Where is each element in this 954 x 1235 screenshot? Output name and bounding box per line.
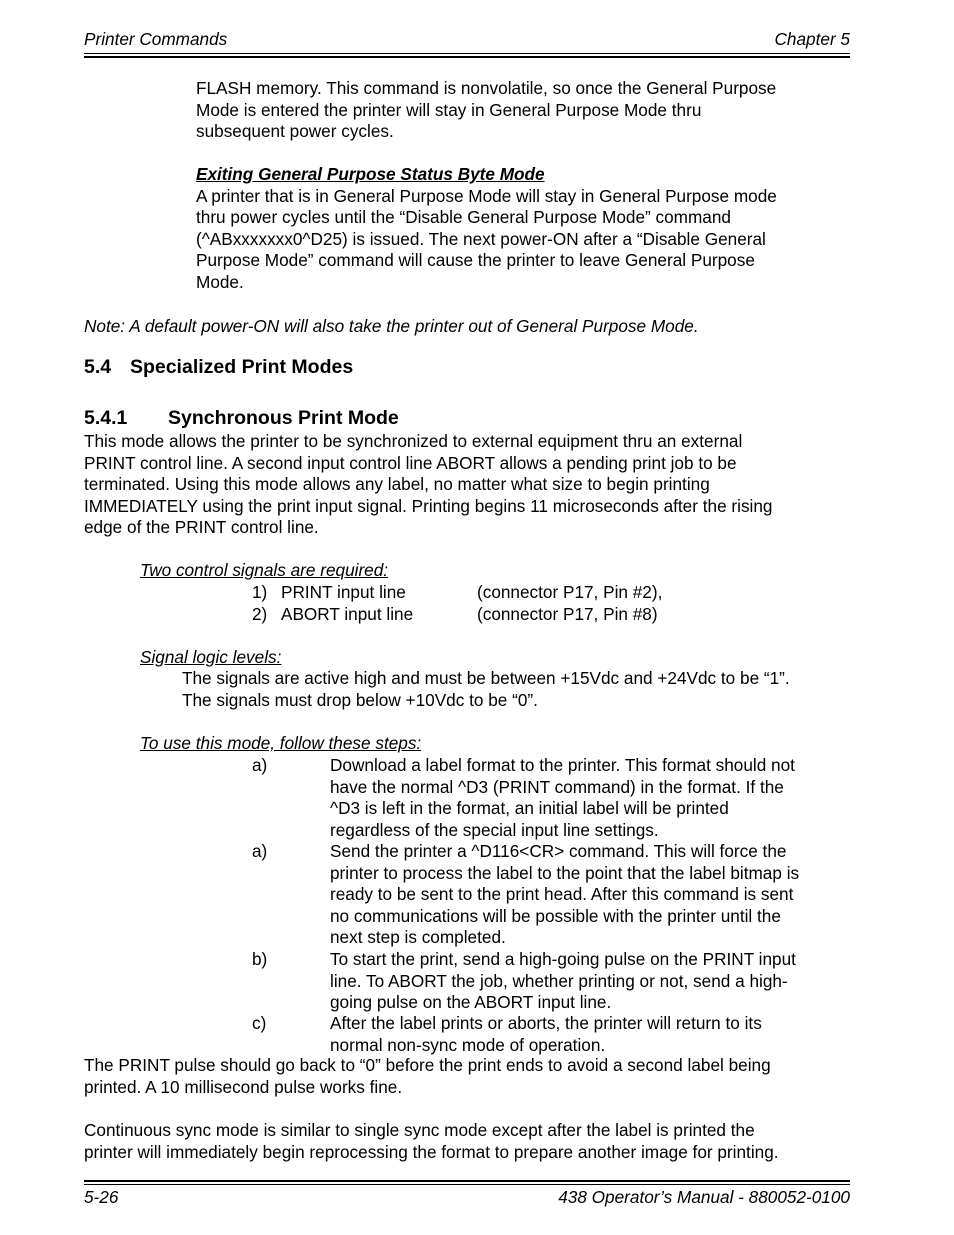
step-text xyxy=(330,755,795,841)
step-text xyxy=(330,841,799,949)
steps-heading: To use this mode, follow these steps: xyxy=(140,733,422,753)
subsection-number: 5.4.1 xyxy=(84,407,128,429)
text-line: IMMEDIATELY using the print input signal. Printing begins 11 microseconds after the rising xyxy=(84,495,773,516)
text-line: terminated. Using this mode allows any label, no matter what size to begin printing xyxy=(84,474,710,495)
signal-connector: (connector P17, Pin #8) xyxy=(477,604,658,624)
signals-heading: Two control signals are required: xyxy=(140,560,389,580)
text-line: Mode is entered the printer will stay in General Purpose Mode thru xyxy=(196,99,702,120)
text-line: PRINT control line. A second input control line ABORT allows a pending print job to be xyxy=(84,452,737,473)
signal-num: 2) xyxy=(252,604,268,624)
text-line: subsequent power cycles. xyxy=(196,121,394,142)
step-text xyxy=(330,949,796,1014)
text-line: Send the printer a ^D116<CR> command. This will force the xyxy=(330,841,787,861)
text-line: The signals are active high and must be between +15Vdc and +24Vdc to be “1”. xyxy=(182,668,790,688)
text-line: normal non-sync mode of operation. xyxy=(330,1034,606,1055)
text-line: Purpose Mode” command will cause the printer to leave General Purpose xyxy=(196,250,755,271)
step-label: b) xyxy=(252,949,268,969)
note: Note: A default power-ON will also take the printer out of General Purpose Mode. xyxy=(84,316,699,336)
signal-num: 1) xyxy=(252,582,268,602)
text-line: To start the print, send a high-going pulse on the PRINT input xyxy=(330,949,796,969)
step-label: c) xyxy=(252,1013,267,1033)
header-rule xyxy=(84,53,850,54)
signal-connector: (connector P17, Pin #2), xyxy=(477,582,663,602)
text-line: printed. A 10 millisecond pulse works fine. xyxy=(84,1076,403,1097)
footer-page-number: 5-26 xyxy=(84,1187,119,1207)
intro-paragraph xyxy=(84,431,772,539)
header-left: Printer Commands xyxy=(84,29,228,49)
pulse-paragraph xyxy=(84,1055,771,1098)
text-line: line. To ABORT the job, whether printing or not, send a high- xyxy=(330,970,788,991)
text-line: The PRINT pulse should go back to “0” before the print ends to avoid a second label being xyxy=(84,1055,771,1075)
signal-name: ABORT input line xyxy=(281,604,414,624)
text-line: Continuous sync mode is similar to single sync mode except after the label is printed the xyxy=(84,1120,755,1140)
text-line: next step is completed. xyxy=(330,927,506,948)
section-number: 5.4 xyxy=(84,356,112,378)
text-line: ^D3 is left in the format, an initial label will be printed xyxy=(330,798,729,819)
text-line: going pulse on the ABORT input line. xyxy=(330,992,612,1013)
section-heading xyxy=(84,356,353,379)
text-line: Mode. xyxy=(196,271,244,292)
text-line: no communications will be possible with the printer until the xyxy=(330,905,781,926)
signal-name: PRINT input line xyxy=(281,582,406,602)
exit-block xyxy=(196,164,777,294)
text-line: After the label prints or aborts, the printer will return to its xyxy=(330,1013,762,1033)
text-line: printer will immediately begin reprocessing the format to prepare another image for printing. xyxy=(84,1141,779,1162)
text-line: thru power cycles until the “Disable General Purpose Mode” command xyxy=(196,207,731,228)
exit-title: Exiting General Purpose Status Byte Mode xyxy=(196,164,545,184)
text-line: The signals must drop below +10Vdc to be “0”. xyxy=(182,689,538,710)
continuous-paragraph xyxy=(84,1120,779,1163)
step-label: a) xyxy=(252,841,268,861)
footer-manual-title: 438 Operator’s Manual - 880052-0100 xyxy=(558,1187,850,1207)
flash-paragraph xyxy=(196,78,776,143)
logic-heading: Signal logic levels: xyxy=(140,647,282,667)
text-line: printer to process the label to the point that the label bitmap is xyxy=(330,862,800,883)
subsection-title: Synchronous Print Mode xyxy=(168,407,399,429)
header-right: Chapter 5 xyxy=(774,29,850,49)
text-line: FLASH memory. This command is nonvolatile, so once the General Purpose xyxy=(196,78,777,98)
step-label: a) xyxy=(252,755,268,775)
text-line: ready to be sent to the print head. After this command is sent xyxy=(330,884,794,905)
text-line: A printer that is in General Purpose Mode will stay in General Purpose mode xyxy=(196,185,777,206)
footer-rule-thick xyxy=(84,1180,850,1182)
header-rule-thick xyxy=(84,56,850,58)
step-text xyxy=(330,1013,762,1056)
logic-paragraph xyxy=(182,668,790,711)
text-line: regardless of the special input line settings. xyxy=(330,819,659,840)
text-line: Download a label format to the printer. This format should not xyxy=(330,755,795,775)
text-line: This mode allows the printer to be synchronized to external equipment thru an external xyxy=(84,431,743,451)
text-line: (^ABxxxxxxx0^D25) is issued. The next power-ON after a “Disable General xyxy=(196,228,766,249)
text-line: have the normal ^D3 (PRINT command) in the format. If the xyxy=(330,776,784,797)
text-line: edge of the PRINT control line. xyxy=(84,517,319,538)
footer-rule xyxy=(84,1184,850,1185)
section-title: Specialized Print Modes xyxy=(129,356,354,378)
